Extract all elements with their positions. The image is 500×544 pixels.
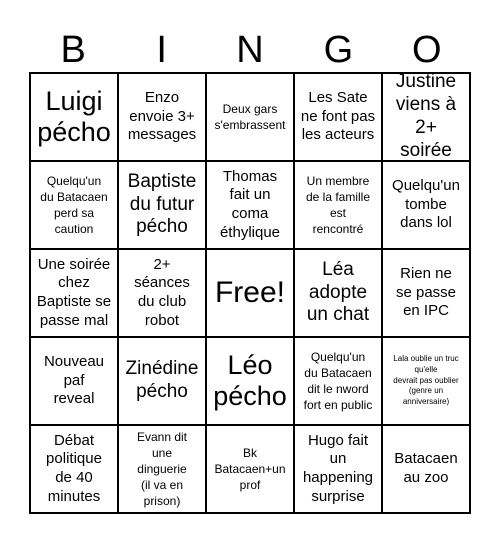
bingo-cell-text: Rien ne se passe en IPC [395,264,457,320]
bingo-cell-text: Bk Batacaen+un prof [214,445,286,493]
bingo-cell[interactable] [206,161,294,249]
bingo-cell-text: Evann dit une dinguerie (il va en prison) [136,429,188,509]
bingo-cell[interactable] [382,73,470,161]
bingo-cell-text: Lala oublie un truc qu'elle devrait pas oublier (genre un anniversaire) [393,354,459,407]
bingo-cell-text: Quelqu'un tombe dans lol [392,176,460,232]
header-letter-i: I [156,29,167,71]
bingo-cell[interactable] [118,249,206,337]
bingo-cell[interactable] [294,249,382,337]
bingo-cell-text: Un membre de la famille est rencontré [305,173,371,237]
bingo-cell[interactable] [30,249,118,337]
bingo-cell[interactable] [118,73,206,161]
bingo-cell[interactable] [30,73,118,161]
bingo-cell[interactable] [30,425,118,513]
header-letter-n: N [236,29,264,71]
bingo-cell-text: Free! [214,275,286,309]
bingo-cell[interactable] [294,425,382,513]
bingo-cell[interactable] [30,337,118,425]
bingo-cell-text: Deux gars s'embrassent [214,101,286,132]
bingo-cell-text: Batacaen au zoo [394,450,458,486]
bingo-cell[interactable] [382,249,470,337]
bingo-cell[interactable] [382,337,470,425]
bingo-cell-text: Nouveau paf reveal [43,352,105,408]
bingo-cell-text: Zinédine pécho [125,358,199,402]
bingo-header [29,28,471,72]
bingo-cell-text: Luigi pécho [37,85,111,147]
bingo-cell-text: Une soirée chez Baptiste se passe mal [36,255,112,329]
header-letter-o: O [412,29,442,71]
bingo-cell-text: Léa adopte un chat [306,258,370,326]
bingo-cell[interactable] [294,161,382,249]
bingo-cell-text: Quelqu'un du Batacaen dit le nword fort en public [303,349,373,413]
bingo-cell[interactable] [294,73,382,161]
bingo-cell[interactable] [382,161,470,249]
bingo-cell-text: Enzo envoie 3+ messages [127,88,197,144]
bingo-cell-text: 2+ séances du club robot [134,255,190,329]
bingo-cell-text: Léo pécho [213,349,287,411]
bingo-cell[interactable] [118,161,206,249]
bingo-cell[interactable] [294,337,382,425]
bingo-cell[interactable] [206,425,294,513]
bingo-cell[interactable] [30,161,118,249]
bingo-cell[interactable] [206,73,294,161]
bingo-grid [29,72,471,514]
bingo-cell[interactable] [118,337,206,425]
header-letter-g: G [323,29,354,71]
bingo-cell-free[interactable] [206,249,294,337]
bingo-cell[interactable] [382,425,470,513]
bingo-cell-text: Justine viens à 2+ soirée [395,73,457,161]
bingo-cell-text: Thomas fait un coma éthylique [219,167,281,241]
bingo-cell-text: Quelqu'un du Batacaen perd sa caution [40,173,108,237]
bingo-cell[interactable] [206,337,294,425]
bingo-cell[interactable] [118,425,206,513]
bingo-cell-text: Les Sate ne font pas les acteurs [300,88,376,144]
bingo-cell-text: Hugo fait un happening surprise [302,431,374,505]
header-letter-b: B [60,29,86,71]
bingo-cell-text: Débat politique de 40 minutes [46,431,102,505]
bingo-cell-text: Baptiste du futur pécho [127,170,197,238]
